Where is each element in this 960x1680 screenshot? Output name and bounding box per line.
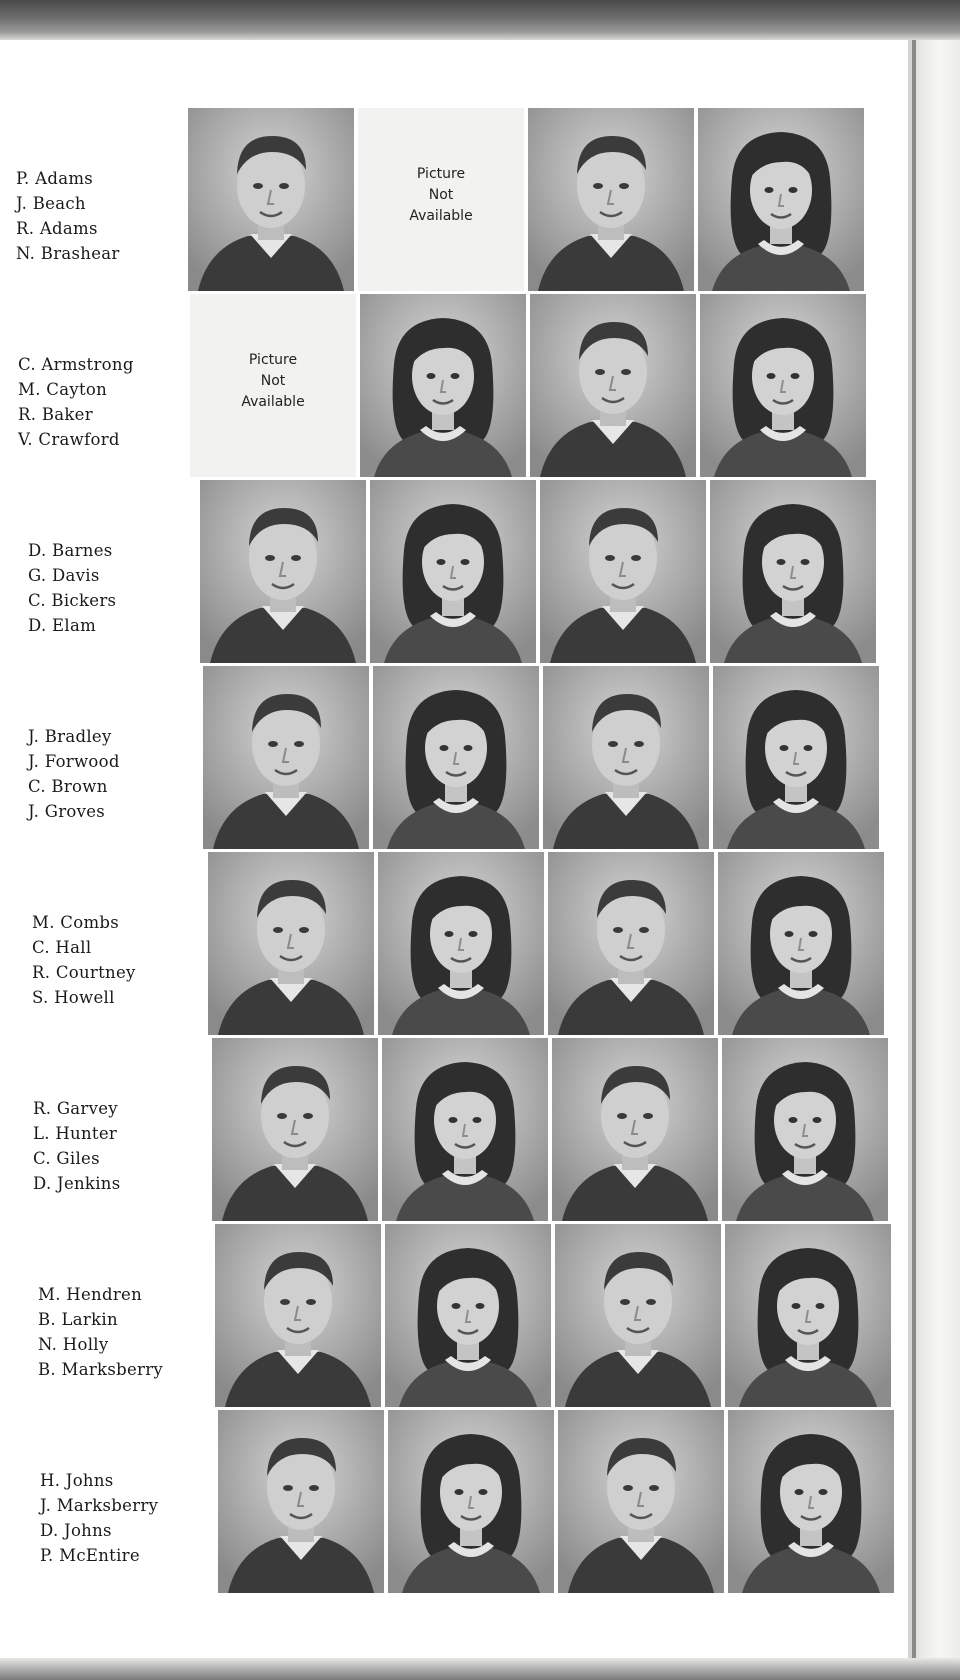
scan-bottom-edge xyxy=(0,1658,960,1680)
roster-row xyxy=(0,294,900,479)
portrait-drawing xyxy=(360,294,526,477)
student-portrait xyxy=(548,852,714,1035)
scan-top-edge xyxy=(0,0,960,40)
roster-row xyxy=(0,1038,900,1223)
student-name-list xyxy=(28,724,120,824)
student-name: B. Marksberry xyxy=(38,1360,164,1379)
portrait-drawing xyxy=(700,294,866,477)
student-portrait xyxy=(698,108,864,291)
student-portrait xyxy=(382,1038,548,1221)
portrait-drawing xyxy=(725,1224,891,1407)
student-portrait xyxy=(530,294,696,477)
not-available-line: Available xyxy=(409,208,473,224)
student-name: D. Barnes xyxy=(28,541,113,560)
roster-row xyxy=(0,1410,900,1595)
student-name: P. McEntire xyxy=(40,1546,140,1565)
student-portrait xyxy=(555,1224,721,1407)
portrait-drawing xyxy=(552,1038,718,1221)
student-name: R. Courtney xyxy=(32,963,136,982)
student-portrait xyxy=(360,294,526,477)
student-name: J. Beach xyxy=(16,194,86,213)
roster-row xyxy=(0,108,900,293)
student-portrait xyxy=(543,666,709,849)
student-portrait xyxy=(188,108,354,291)
portrait-drawing xyxy=(528,108,694,291)
student-name: V. Crawford xyxy=(18,430,120,449)
student-name: D. Jenkins xyxy=(33,1174,121,1193)
student-name: J. Groves xyxy=(28,802,106,821)
portrait-drawing xyxy=(385,1224,551,1407)
portrait-drawing xyxy=(722,1038,888,1221)
student-name: C. Brown xyxy=(28,777,108,796)
portrait-drawing xyxy=(188,108,354,291)
student-portrait xyxy=(710,480,876,663)
student-portrait xyxy=(203,666,369,849)
student-portrait xyxy=(718,852,884,1035)
portrait-drawing xyxy=(718,852,884,1035)
student-portrait xyxy=(728,1410,894,1593)
roster-row xyxy=(0,852,900,1037)
student-portrait xyxy=(212,1038,378,1221)
not-available-line: Picture xyxy=(416,166,466,182)
student-name: P. Adams xyxy=(16,169,94,188)
student-portrait xyxy=(200,480,366,663)
not-available-line: Available xyxy=(241,394,305,410)
portrait-drawing xyxy=(212,1038,378,1221)
student-name-list xyxy=(32,910,136,1010)
portrait-drawing xyxy=(555,1224,721,1407)
student-name: R. Garvey xyxy=(33,1099,118,1118)
roster-row xyxy=(0,666,900,851)
not-available-line: Not xyxy=(428,187,454,203)
student-portrait xyxy=(713,666,879,849)
portrait-drawing xyxy=(378,852,544,1035)
portrait-drawing xyxy=(540,480,706,663)
portrait-drawing xyxy=(203,666,369,849)
picture-not-available xyxy=(190,294,356,477)
student-portrait xyxy=(528,108,694,291)
student-portrait xyxy=(208,852,374,1035)
portrait-drawing xyxy=(530,294,696,477)
student-portrait xyxy=(218,1410,384,1593)
student-name: H. Johns xyxy=(40,1471,114,1490)
student-portrait xyxy=(722,1038,888,1221)
student-name: M. Hendren xyxy=(38,1285,143,1304)
student-name: J. Forwood xyxy=(28,752,120,771)
portrait-drawing xyxy=(548,852,714,1035)
student-name: L. Hunter xyxy=(33,1124,118,1143)
student-portrait xyxy=(373,666,539,849)
student-portrait xyxy=(388,1410,554,1593)
student-name: R. Adams xyxy=(16,219,98,238)
student-name: M. Combs xyxy=(32,913,120,932)
student-name: M. Cayton xyxy=(18,380,108,399)
not-available-label xyxy=(190,350,356,413)
student-portrait xyxy=(215,1224,381,1407)
portrait-drawing xyxy=(200,480,366,663)
student-portrait xyxy=(385,1224,551,1407)
student-name: J. Marksberry xyxy=(40,1496,159,1515)
portrait-drawing xyxy=(382,1038,548,1221)
student-portrait xyxy=(700,294,866,477)
student-name: N. Brashear xyxy=(16,244,120,263)
student-name: N. Holly xyxy=(38,1335,109,1354)
not-available-label xyxy=(358,164,524,227)
not-available-line: Not xyxy=(260,373,286,389)
not-available-line: Picture xyxy=(248,352,298,368)
student-name: D. Elam xyxy=(28,616,97,635)
student-name: C. Hall xyxy=(32,938,92,957)
portrait-drawing xyxy=(373,666,539,849)
portrait-drawing xyxy=(218,1410,384,1593)
portrait-drawing xyxy=(543,666,709,849)
student-portrait xyxy=(725,1224,891,1407)
student-name: C. Bickers xyxy=(28,591,117,610)
student-name-list xyxy=(28,538,116,638)
portrait-drawing xyxy=(208,852,374,1035)
roster-row xyxy=(0,1224,900,1409)
student-name: B. Larkin xyxy=(38,1310,118,1329)
student-name: S. Howell xyxy=(32,988,115,1007)
student-name: J. Bradley xyxy=(28,727,112,746)
student-name: C. Giles xyxy=(33,1149,100,1168)
portrait-drawing xyxy=(713,666,879,849)
student-portrait xyxy=(540,480,706,663)
portrait-drawing xyxy=(728,1410,894,1593)
student-name-list xyxy=(38,1282,163,1382)
student-portrait xyxy=(370,480,536,663)
student-name-list xyxy=(16,166,120,266)
student-name: C. Armstrong xyxy=(18,355,134,374)
student-name-list xyxy=(18,352,134,452)
student-name: G. Davis xyxy=(28,566,100,585)
page-fold-line xyxy=(912,40,916,1658)
portrait-drawing xyxy=(388,1410,554,1593)
student-portrait xyxy=(558,1410,724,1593)
portrait-drawing xyxy=(710,480,876,663)
student-name: D. Johns xyxy=(40,1521,112,1540)
roster-row xyxy=(0,480,900,665)
student-name-list xyxy=(33,1096,121,1196)
portrait-drawing xyxy=(558,1410,724,1593)
portrait-drawing xyxy=(215,1224,381,1407)
student-portrait xyxy=(378,852,544,1035)
portrait-drawing xyxy=(698,108,864,291)
student-portrait xyxy=(552,1038,718,1221)
student-name: R. Baker xyxy=(18,405,93,424)
portrait-drawing xyxy=(370,480,536,663)
student-name-list xyxy=(40,1468,158,1568)
picture-not-available xyxy=(358,108,524,291)
